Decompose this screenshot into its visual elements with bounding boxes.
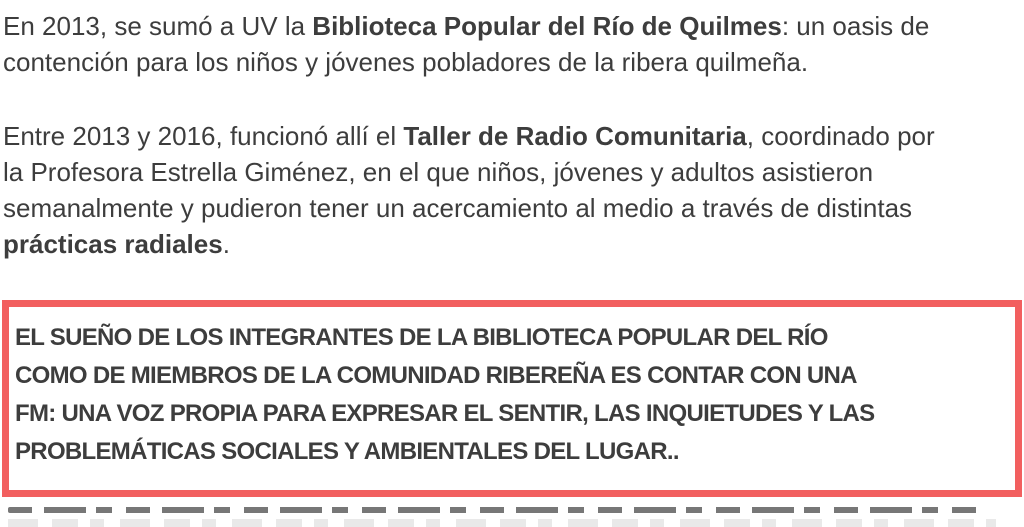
paragraph-workshop-text: Entre 2013 y 2016, funcionó allí el [3,121,404,151]
cropped-next-line-remnant [8,507,988,513]
highlight-quote-line: PROBLEMÁTICAS SOCIALES Y AMBIENTALES DEL LUGAR.. [15,438,679,465]
highlight-quote-line: FM: UNA VOZ PROPIA PARA EXPRESAR EL SENTIR, LAS INQUIETUDES Y LAS [15,400,875,427]
highlight-quote-line: EL SUEÑO DE LOS INTEGRANTES DE LA BIBLIOTECA POPULAR DEL RÍO [15,324,828,351]
workshop-name-bold: Taller de Radio Comunitaria [403,121,747,151]
paragraph-workshop-text: . [222,229,230,259]
radio-practices-bold: prácticas radiales [3,229,223,259]
paragraph-intro-text: En 2013, se sumó a UV la [3,11,313,41]
paragraph-workshop [3,118,935,262]
paragraph-intro [3,8,929,80]
library-name-bold: Biblioteca Popular del Río de Quilmes [312,11,782,41]
highlight-quote-box [2,300,1022,497]
paragraph-workshop-text: la Profesora Estrella Giménez, en el que niños, jóvenes y adultos asistieron [3,157,874,187]
paragraph-workshop-text: semanalmente y pudieron tener un acercamiento al medio a través de distintas [3,193,913,223]
highlight-quote-text [15,319,1007,471]
paragraph-intro-text: : un oasis de [781,11,930,41]
highlight-quote-line: COMO DE MIEMBROS DE LA COMUNIDAD RIBEREÑA ES CONTAR CON UNA [15,362,857,389]
paragraph-intro-text: contención para los niños y jóvenes pobladores de la ribera quilmeña. [3,47,809,77]
cropped-next-line-remnant-faint [8,519,996,527]
paragraph-workshop-text: , coordinado por [746,121,935,151]
